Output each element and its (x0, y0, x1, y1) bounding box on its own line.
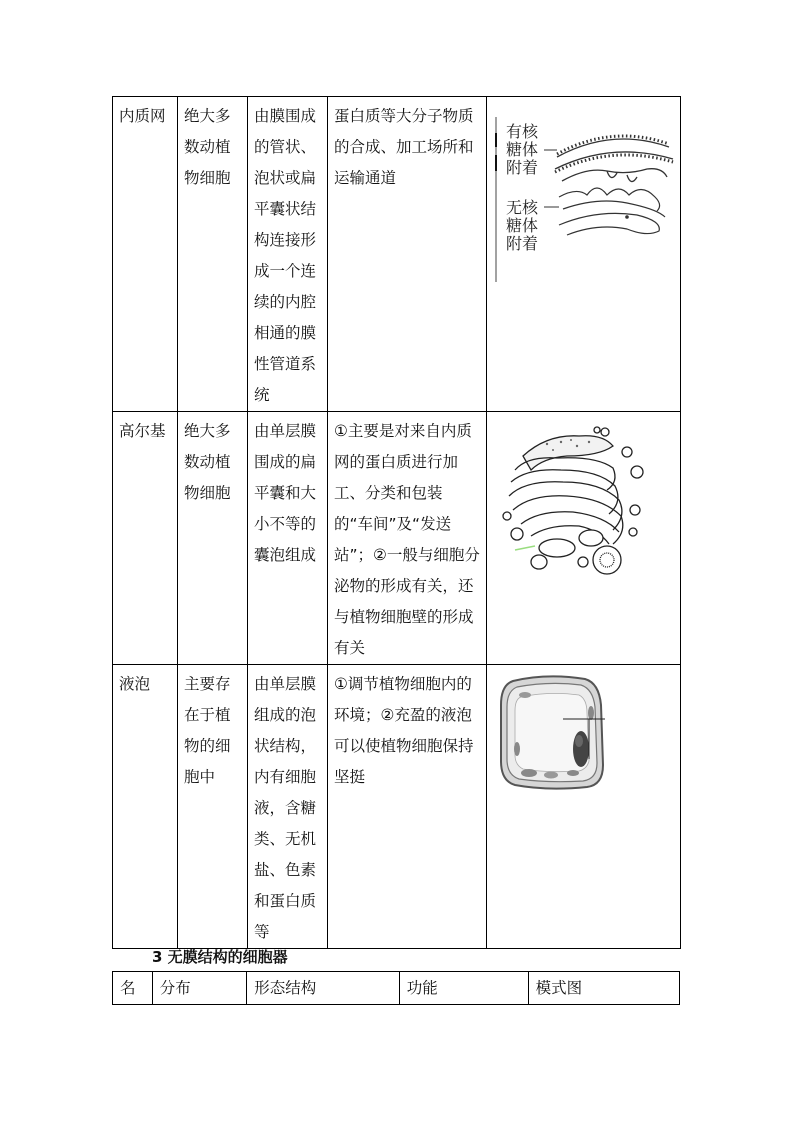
er-label-rough-2: 糖体 (506, 140, 539, 159)
rough-er-shape (555, 136, 673, 182)
table-header-row (113, 972, 680, 1005)
er-label-rough-1: 有核 (506, 122, 539, 141)
golgi-diagram (487, 412, 681, 657)
column-header-function: 功能 (399, 972, 528, 1005)
column-header-figure: 模式图 (528, 972, 679, 1005)
organelle-name: 高尔基 (113, 412, 178, 665)
section-heading: 3 无膜结构的细胞器 (152, 948, 288, 966)
er-label-smooth-2: 糖体 (506, 216, 539, 235)
organelle-name: 液泡 (113, 665, 178, 949)
vacuole-cell-diagram (487, 665, 681, 940)
table-row (113, 97, 681, 412)
table-row (113, 412, 681, 665)
er-label-rough-3: 附着 (506, 158, 539, 177)
organelle-function: ①调节植物细胞内的环境；②充盈的液泡可以使植物细胞保持坚挺 (328, 665, 487, 949)
organelle-distribution: 绝大多数动植物细胞 (178, 412, 248, 665)
organelle-distribution: 主要存在于植物的细胞中 (178, 665, 248, 949)
organelle-figure-cell (487, 97, 681, 412)
organelle-distribution: 绝大多数动植物细胞 (178, 97, 248, 412)
column-header-structure: 形态结构 (247, 972, 399, 1005)
membrane-organelle-table (112, 96, 681, 949)
table-row (113, 665, 681, 949)
er-label-smooth-1: 无核 (506, 198, 539, 217)
organelle-structure: 由膜围成的管状、泡状或扁平囊状结构连接形成一个连续的内腔相通的膜性管道系统 (248, 97, 328, 412)
organelle-function: 蛋白质等大分子物质的合成、加工场所和运输通道 (328, 97, 487, 412)
smooth-er-shape (559, 188, 665, 235)
er-diagram (487, 97, 681, 405)
organelle-name: 内质网 (113, 97, 178, 412)
membraneless-organelle-table (112, 971, 680, 1005)
column-header-distribution: 分布 (152, 972, 247, 1005)
organelle-structure: 由单层膜组成的泡状结构，内有细胞液，含糖类、无机盐、色素和蛋白质等 (248, 665, 328, 949)
column-header-name: 名 (113, 972, 153, 1005)
organelle-figure-cell (487, 665, 681, 949)
organelle-structure: 由单层膜围成的扁平囊和大小不等的囊泡组成 (248, 412, 328, 665)
organelle-function: ①主要是对来自内质网的蛋白质进行加工、分类和包装的“车间”及“发送站”；②一般与细胞分泌物的形成有关，还与植物细胞壁的形成有关 (328, 412, 487, 665)
organelle-figure-cell (487, 412, 681, 665)
er-label-smooth-3: 附着 (506, 234, 539, 253)
